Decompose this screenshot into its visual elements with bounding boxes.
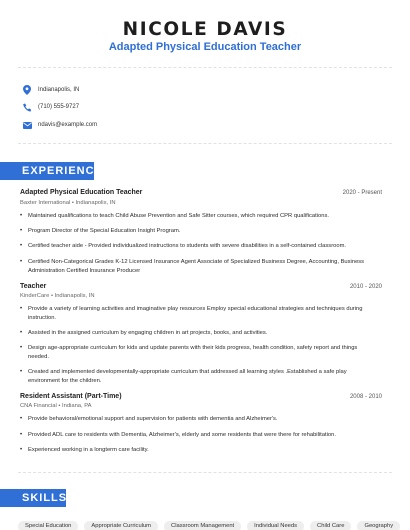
skills-heading: SKILLS (0, 489, 66, 507)
contact-email-text[interactable]: ndavis@example.com (38, 122, 98, 128)
job-title: Adapted Physical Education Teacher (20, 189, 143, 196)
job-bullet: • Experienced working in a longterm care facility. (20, 446, 370, 455)
email-icon (22, 120, 32, 130)
resume-title: Adapted Physical Education Teacher (108, 41, 302, 53)
job-bullet: • Provide a variety of learning activities and imaginative play resources Employ special educational strategies and techniques during instruction. (20, 305, 370, 324)
job-date: 2010 - 2020 (349, 284, 382, 290)
job-location: Indiana, PA (62, 403, 92, 409)
job-bullet-text: Certified teacher aide - Provided individualized instructions to students with severe disabilities in a self-contained classroom. (28, 243, 347, 249)
job-org: KinderCare • Indianapolis, IN (20, 293, 95, 299)
experience-heading: EXPERIENCE (0, 162, 94, 180)
job-bullet-text: Provide a variety of learning activities and imaginative play resources Employ special educational strategies and techniques during instruction. (28, 306, 363, 322)
contact-phone-text: (710) 555-9727 (38, 104, 80, 110)
job-bullet-text: Assisted in the assigned curriculum by engaging children in art projects, books, and activities. (28, 330, 268, 336)
job-bullet: • Provide behavioral/emotional support and supervision for patients with dementia and Alzheimer's. (20, 415, 370, 424)
job-bullet-text: Design age-appropriate curriculum for kids and update parents with their kids progress, health condition, safety report and things needed. (28, 345, 358, 361)
job-date: 2008 - 2010 (349, 394, 382, 400)
skill-chip: Classroom Management (164, 521, 241, 530)
job-title: Teacher (20, 283, 47, 290)
experience-divider (18, 472, 392, 473)
location-pin-icon (22, 85, 32, 95)
job-bullet-text: Provided ADL care to residents with Dementia, Alzheimer's, elderly and some residents that were there for rehabilitation. (28, 432, 336, 438)
job-bullet-text: Certified Non-Categorical Grades K-12 Licensed Insurance Agent Associate of Specialized Business Degree, Accounting, Business Administration Certified Insurance Producer (28, 259, 365, 275)
job-bullet: • Provided ADL care to residents with Dementia, Alzheimer's, elderly and some residents that were there for rehabilitation. (20, 431, 370, 440)
contact-location (22, 84, 79, 96)
job-org: CNA Financial • Indiana, PA (20, 403, 92, 409)
skill-chip: Child Care (310, 521, 351, 530)
job-bullet-text: Created and implemented developmentally-appropriate curriculum that addressed all learning styles .Established a safe play environment for the children. (28, 369, 347, 385)
contact-phone (22, 101, 79, 113)
skill-chip: Individual Needs (247, 521, 304, 530)
job-org: Baxter International • Indianapolis, IN (20, 200, 116, 206)
job-company: CNA Financial (20, 403, 57, 409)
job-bullet: • Certified Non-Categorical Grades K-12 Licensed Insurance Agent Associate of Specialized Business Degree, Accounting, Business Administration Certified Insurance Producer (20, 258, 370, 277)
job-bullet: • Created and implemented developmentally-appropriate curriculum that addressed all learning styles .Established a safe play environment for the children. (20, 368, 370, 387)
job-date: 2020 - Present (342, 190, 382, 196)
job-bullet: • Certified teacher aide - Provided individualized instructions to students with severe disabilities in a self-contained classroom. (20, 242, 370, 251)
resume-name: NICOLE DAVIS (122, 19, 288, 40)
contact-divider (18, 143, 392, 144)
skills-list (18, 521, 400, 530)
job-bullet-text: Maintained qualifications to teach Child Abuse Prevention and Safe Sitter courses, which required CPR qualifications. (28, 213, 329, 219)
contact-location-text: Indianapolis, IN (38, 87, 80, 93)
skill-chip: Special Education (18, 521, 78, 530)
skill-chip: Appropriate Curriculum (84, 521, 158, 530)
job-bullet-text: Experienced working in a longterm care facility. (28, 447, 149, 453)
job-bullet: • Maintained qualifications to teach Child Abuse Prevention and Safe Sitter courses, which required CPR qualifications. (20, 212, 370, 221)
job-bullet: • Assisted in the assigned curriculum by engaging children in art projects, books, and activities. (20, 329, 370, 338)
job-company: Baxter International (20, 200, 71, 206)
job-title: Resident Assistant (Part-Time) (20, 393, 122, 400)
job-location: Indianapolis, IN (75, 200, 116, 206)
job-location: Indianapolis, IN (54, 293, 95, 299)
phone-icon (22, 102, 32, 112)
header-divider (18, 67, 392, 68)
skill-chip: Geography (357, 521, 400, 530)
contact-email[interactable] (22, 119, 97, 131)
job-bullet: • Design age-appropriate curriculum for kids and update parents with their kids progress, health condition, safety report and things needed. (20, 344, 370, 363)
job-bullet-text: Program Director of the Special Education Insight Program. (28, 228, 181, 234)
job-bullet: • Program Director of the Special Education Insight Program. (20, 227, 370, 236)
job-company: KinderCare (20, 293, 50, 299)
job-bullet-text: Provide behavioral/emotional support and supervision for patients with dementia and Alzheimer's. (28, 416, 278, 422)
